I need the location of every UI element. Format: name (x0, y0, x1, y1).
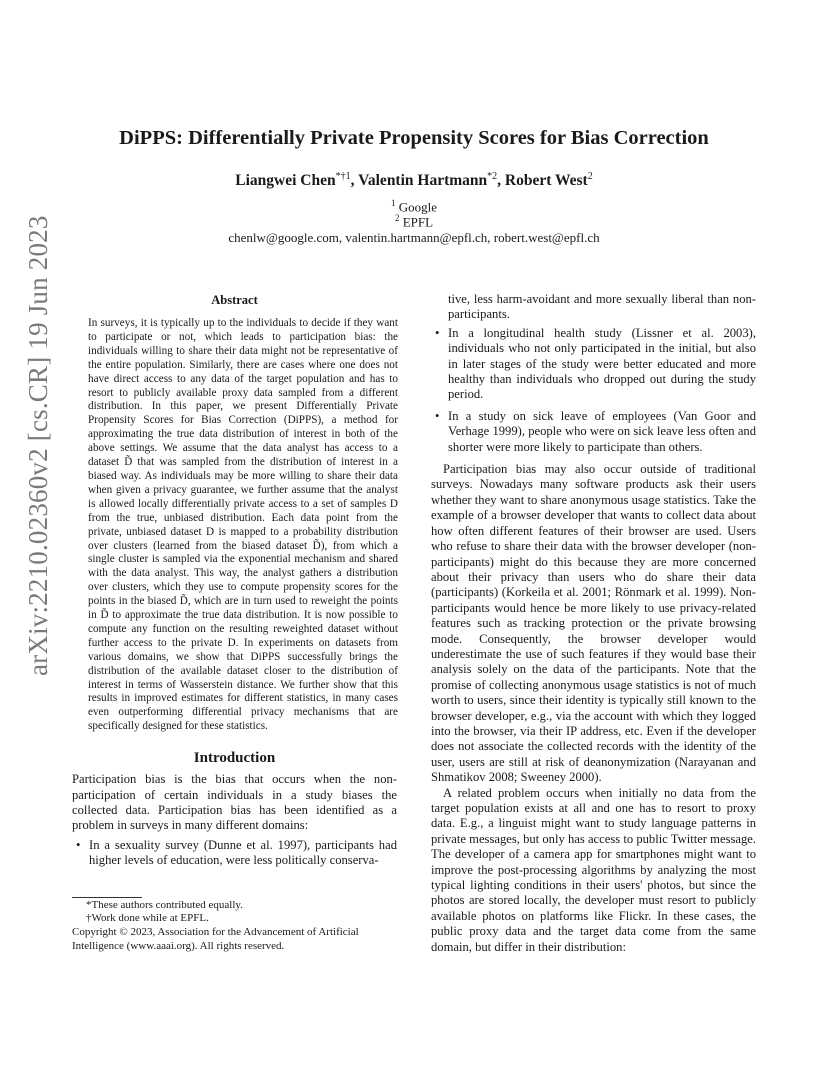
abstract-heading: Abstract (211, 293, 258, 307)
list-item (431, 326, 756, 403)
bullet-text: In a longitudinal health study (Lissner et al. 2003), individuals who not only participated in the initial, but also in later stages of the study were better educated and more healthy than individuals who dropped out during the study period. (448, 325, 756, 402)
author-list: Liangwei Chen$^{*\dagger 1}$, Valentin Hartmann$^{*2}$, Robert West$^2$ (235, 171, 593, 190)
footnote-equal-contribution: *These authors contributed equally. (86, 899, 243, 911)
footnote-work-done: †Work done while at EPFL. (86, 912, 209, 925)
affiliation-mark: 1 (390, 198, 396, 208)
affiliation-epfl (0, 213, 828, 230)
author-emails: chenlw@google.com, valentin.hartmann@epfl.ch, robert.west@epfl.ch (228, 230, 600, 245)
abstract-text: In surveys, it is typically up to the individuals to decide if they want to participate or not, which leads to participation bias: the individuals willing to share their data might not be representative of the entire population. Similarly, there are cases where one does not have direct access to any data of the target population and has to resort to publicly available proxy data sampled from a different distribution. In this paper, we present Differentially Private Propensity Scores for Bias Correction (DiPPS), a method for approximating the true data distribution of interest in both of the above settings. We assume that the data analyst has access to a dataset D̃ that was sampled from the distribution of interest in a biased way. As individuals may be more willing to share their data when given a privacy guarantee, we further assume that the analyst is allowed locally differentially private access to a set of samples D from the true, unbiased distribution. Each data point from the private, unbiased dataset D is mapped to a probability distribution over clusters (learned from the biased dataset D̃), from which a single cluster is sampled via the exponential mechanism and shared with the data analyst. This way, the analyst gathers a distribution over clusters, which they use to compute propensity scores for the points in the biased D̃, which are in turn used to reweight the points in D̃ to approximate the true data distribution. It is now possible to compute any function on the resulting reweighted dataset without further access to the private D. In experiments on datasets from various domains, we show that DiPPS successfully brings the distribution of the available dataset closer to the distribution of interest in terms of Wasserstein distance. We further show that this results in improved estimates for different statistics, in many cases even outperforming differential privacy mechanisms that are specifically designed for these statistics. (88, 317, 398, 733)
author-name: Robert West (504, 172, 588, 190)
bullet-text: In a study on sick leave of employees (Van Goor and Verhage 1999), people who were on sick leave less often and shorter were more likely to participate than others. (448, 408, 756, 454)
footnotes (72, 899, 397, 953)
author-marks: *†1 (335, 171, 351, 182)
author-name: Valentin Hartmann (358, 172, 488, 190)
bullet-list (72, 838, 397, 869)
intro-paragraph-2: Participation bias may also occur outside of traditional surveys. Nowadays many software products ask their users whether they want to share anonymous usage statistics. Take the example of a browser developer that wants to collect data about how often different features of their browser are used. Users who refuse to share their data with the browser developer (non-participants) might do this because they are more concerned about their privacy than users who do share their data (participants) (Korkeila et al. 2001; Rönmark et al. 1999). Non-participants would hence be more likely to use privacy-related features such as tracking protection or the private browsing mode. Consequently, the browser developer would underestimate the use of such features if they would base their analysis solely on the data of the participants. Note that the promise of collecting anonymous usage statistics is not of much worth to users, since their identity is typically still known to the browser developer, e.g., via the account with which they logged into the browser, via their IP address, etc. Even if the developer does not associate the collected records with the identity of the user, users are still at risk of deanonymization (Narayanan and Shmatikov 2008; Sweeney 2000). (431, 462, 756, 785)
intro-paragraph-3: A related problem occurs when initially no data from the target population exists at all and one has to resort to proxy data. E.g., a linguist might want to study language patterns in private messages, but only has access to public Twitter message. The developer of a camera app for smartphones might want to improve the post-processing algorithms by analyzing the most typical lighting conditions in their users' photos, but since the photos are stored locally, the developer must resort to publicly available photos on platforms like Flickr. In these cases, the public proxy data and the target data come from the same domain, but differ in their distribution: (431, 785, 756, 954)
right-column (431, 292, 756, 955)
bullet-list (431, 326, 756, 455)
author-name: Liangwei Chen (235, 172, 336, 190)
author-marks: 2 (587, 171, 593, 182)
list-item (431, 409, 756, 455)
left-column (72, 293, 397, 872)
bullet-continuation: tive, less harm-avoidant and more sexually liberal than non-participants. (448, 292, 756, 322)
affiliation-name: EPFL (402, 214, 434, 230)
affiliation-mark: 2 (394, 213, 400, 223)
introduction-heading: Introduction (193, 750, 276, 767)
intro-paragraph-1: Participation bias is the bias that occurs when the non-participation of certain individuals in a study biases the collected data. Participation bias has been identified as a problem in surveys in many different domains: (72, 772, 397, 833)
bullet-marker: • (76, 837, 81, 852)
bullet-marker: • (435, 325, 440, 340)
paper-title: DiPPS: Differentially Private Propensity Scores for Bias Correction (119, 127, 709, 149)
list-item (72, 838, 397, 869)
footnote-divider (72, 897, 142, 898)
bullet-marker: • (435, 408, 440, 423)
copyright-notice: Copyright © 2023, Association for the Advancement of Artificial Intelligence (www.aaai.org). All rights reserved. (72, 926, 359, 952)
bullet-text: In a sexuality survey (Dunne et al. 1997), participants had higher levels of education, were less politically conserva- (89, 837, 397, 868)
author-marks: *2 (487, 171, 498, 182)
affiliation-name: Google (398, 199, 438, 215)
arxiv-identifier-stamp: arXiv:2210.02360v2 [cs.CR] 19 Jun 2023 (23, 215, 53, 676)
